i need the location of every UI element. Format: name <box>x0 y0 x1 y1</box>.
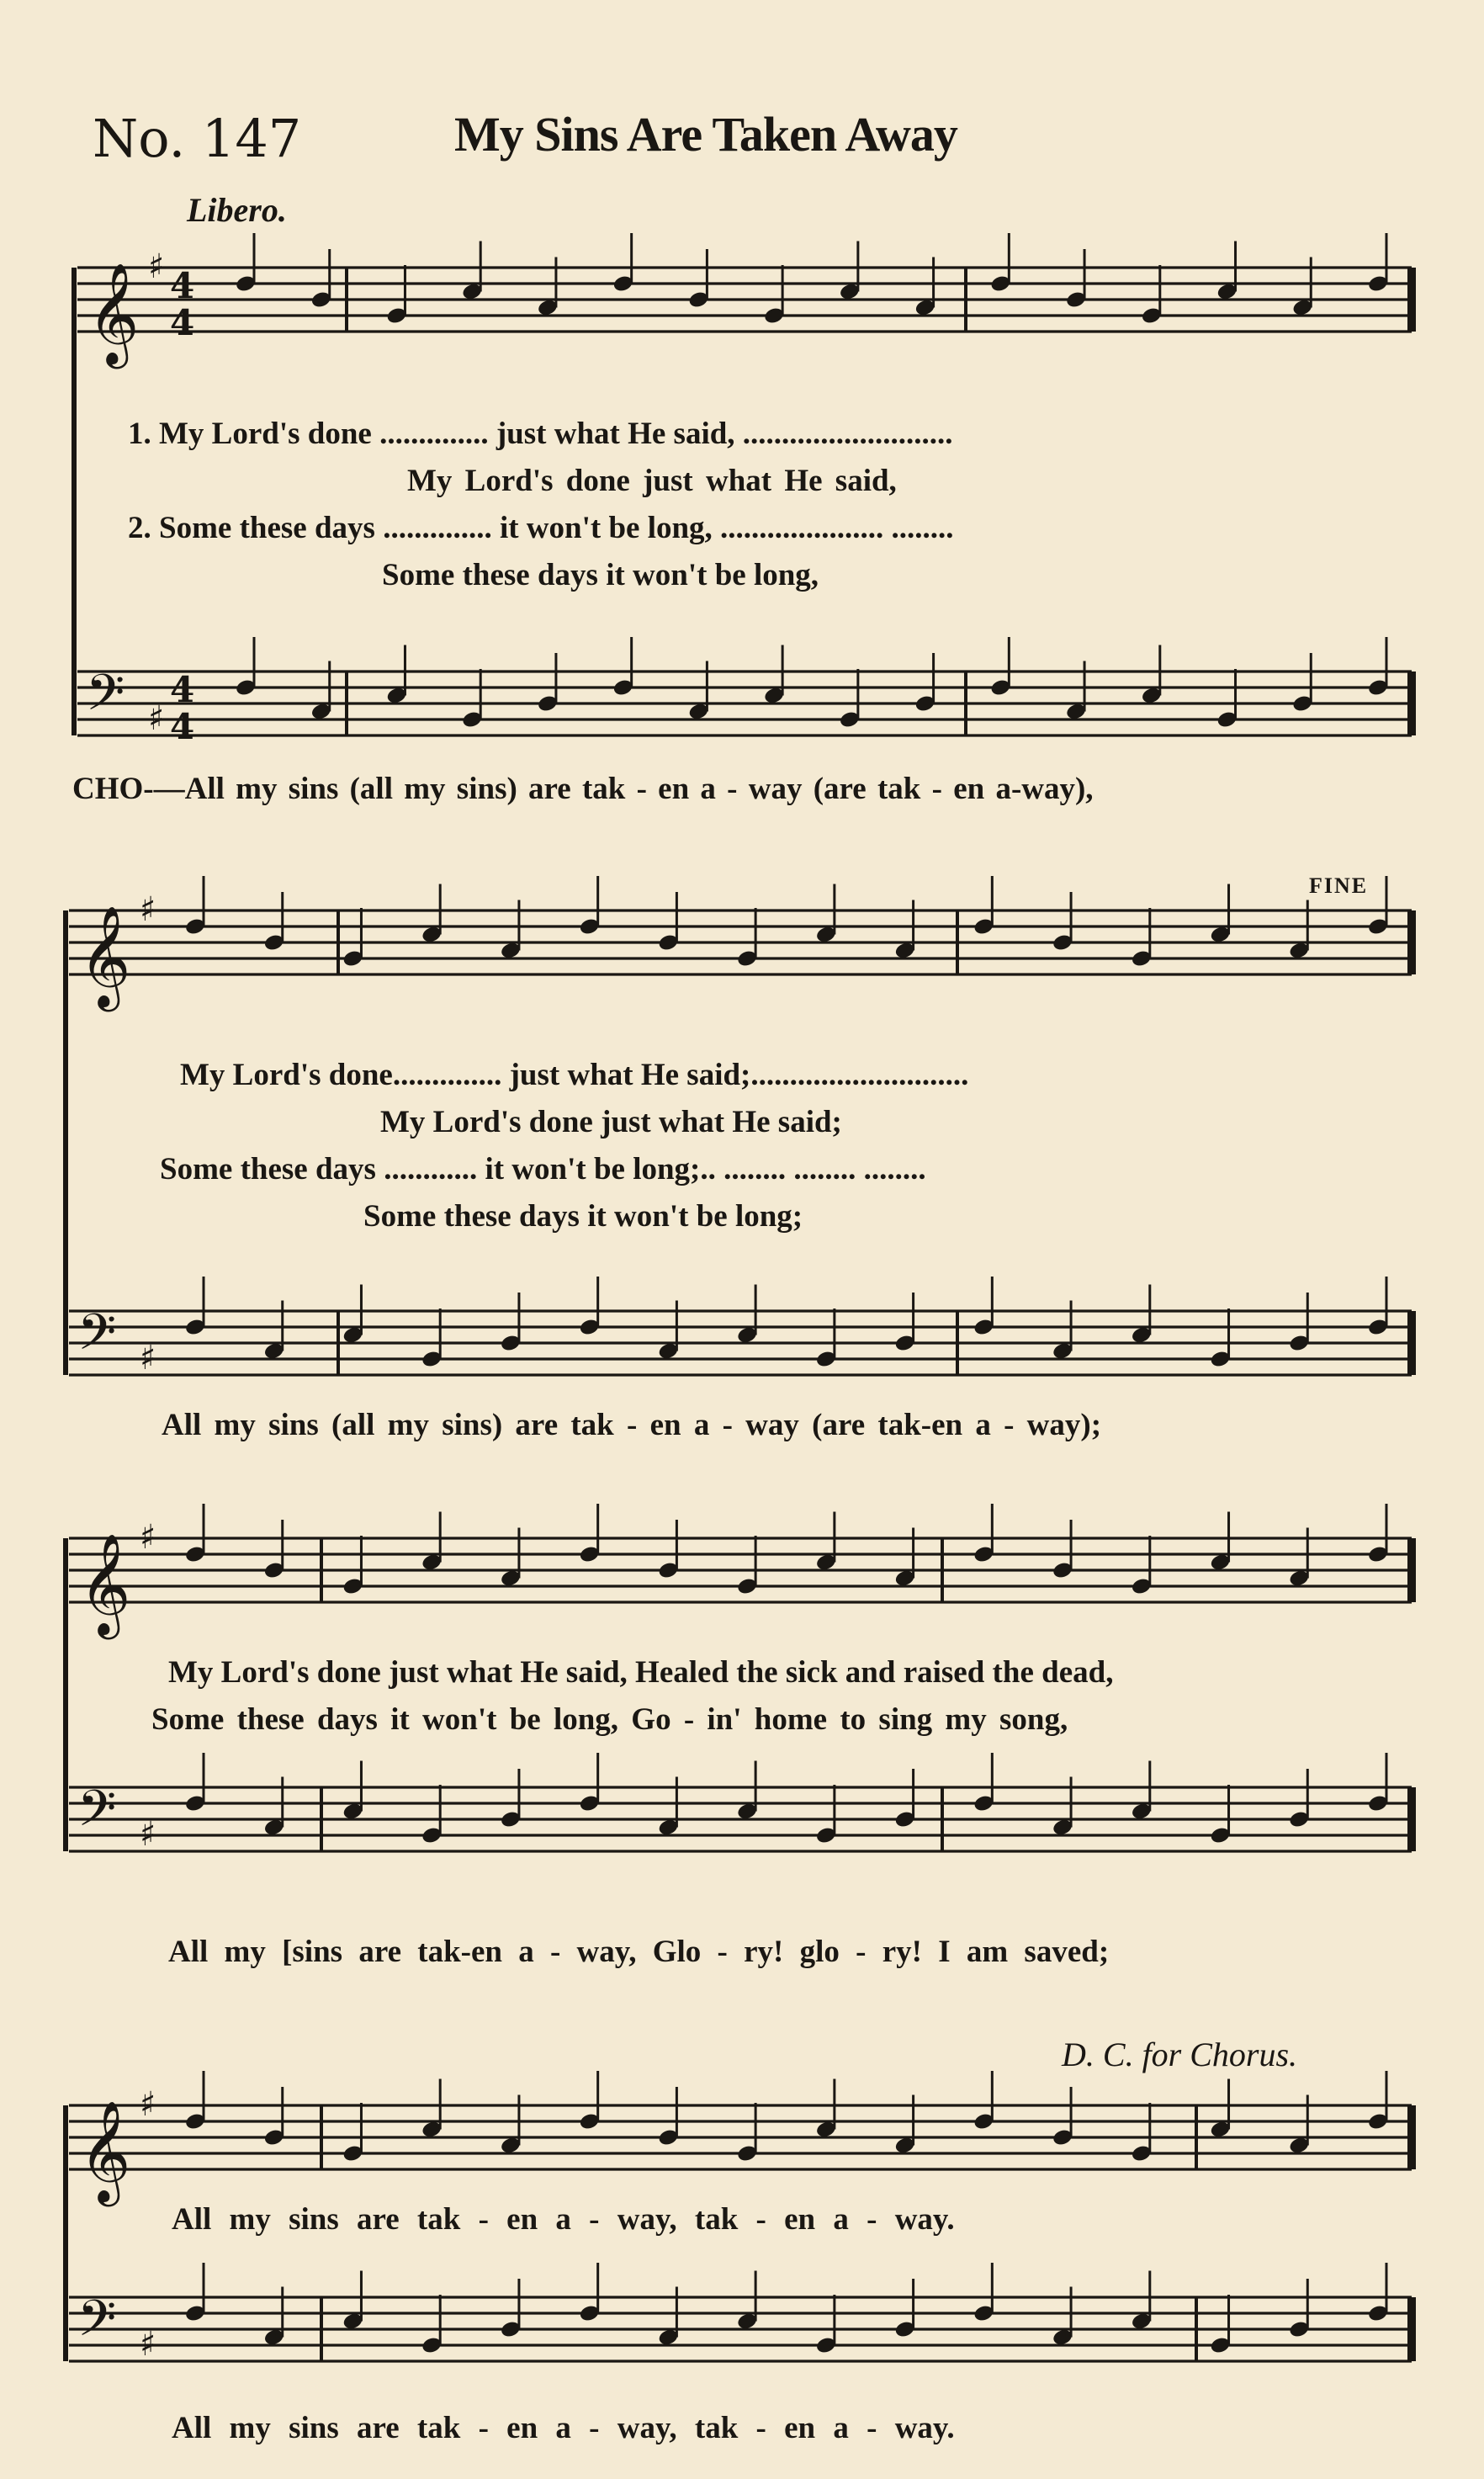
lyric-line: All my sins are tak - en a - way, tak - en a - way. <box>172 2202 955 2237</box>
hymn-number: No. 147 <box>93 108 302 169</box>
lyric-line: 1. My Lord's done .............. just what He said, ........................... <box>128 417 953 451</box>
bass-clef-icon: 𝄢 <box>77 1303 117 1373</box>
treble-clef-icon: 𝄞 <box>87 262 140 364</box>
tempo-marking: Libero. <box>187 191 287 229</box>
treble-clef-icon: 𝄞 <box>79 2099 131 2202</box>
time-signature: 4 <box>170 302 195 343</box>
time-signature: 4 <box>170 706 195 747</box>
lyric-line: Some these days it won't be long, Go - in' home to sing my song, <box>151 1702 1068 1737</box>
bass-clef-icon: 𝄢 <box>86 663 125 734</box>
bass-clef-icon: 𝄢 <box>77 1779 117 1850</box>
sharp-icon: ♯ <box>148 699 165 738</box>
lyric-line: My Lord's done.............. just what He said;............................ <box>180 1058 969 1092</box>
hymn-title: My Sins Are Taken Away <box>454 107 957 162</box>
treble-clef-icon: 𝄞 <box>79 905 131 1007</box>
lyric-line: Some these days ............ it won't be long;.. ........ ........ ........ <box>160 1152 926 1186</box>
sharp-icon: ♯ <box>140 2085 156 2124</box>
dc-marking: D. C. for Chorus. <box>1062 2036 1298 2073</box>
sharp-icon: ♯ <box>140 1339 156 1378</box>
lyric-line: CHO-—All my sins (all my sins) are tak - en a - way (are tak - en a-way), <box>72 772 1094 806</box>
lyric-line: Some these days it won't be long; <box>363 1199 803 1234</box>
bass-clef-icon: 𝄢 <box>77 2289 117 2360</box>
sharp-icon: ♯ <box>140 890 156 929</box>
lyric-line: All my [sins are tak-en a - way, Glo - ry! glo - ry! I am saved; <box>168 1935 1110 1969</box>
lyric-line: 2. Some these days .............. it won't be long, ..................... ........ <box>128 511 954 545</box>
time-signature: 4 <box>170 669 195 710</box>
sharp-icon: ♯ <box>148 247 165 286</box>
lyric-line: My Lord's done just what He said, <box>407 464 897 498</box>
lyric-line: My Lord's done just what He said, Healed the sick and raised the dead, <box>168 1655 1114 1690</box>
time-signature: 4 <box>170 265 195 306</box>
sharp-icon: ♯ <box>140 1815 156 1854</box>
lyric-line: All my sins are tak - en a - way, tak - en a - way. <box>172 2411 955 2445</box>
sharp-icon: ♯ <box>140 2325 156 2364</box>
fine-marking: FINE <box>1309 873 1369 898</box>
sharp-icon: ♯ <box>140 1518 156 1557</box>
lyric-line: Some these days it won't be long, <box>382 558 819 592</box>
lyric-line: My Lord's done just what He said; <box>380 1105 842 1139</box>
lyric-line: All my sins (all my sins) are tak - en a - way (are tak-en a - way); <box>162 1408 1102 1442</box>
treble-clef-icon: 𝄞 <box>79 1532 131 1635</box>
